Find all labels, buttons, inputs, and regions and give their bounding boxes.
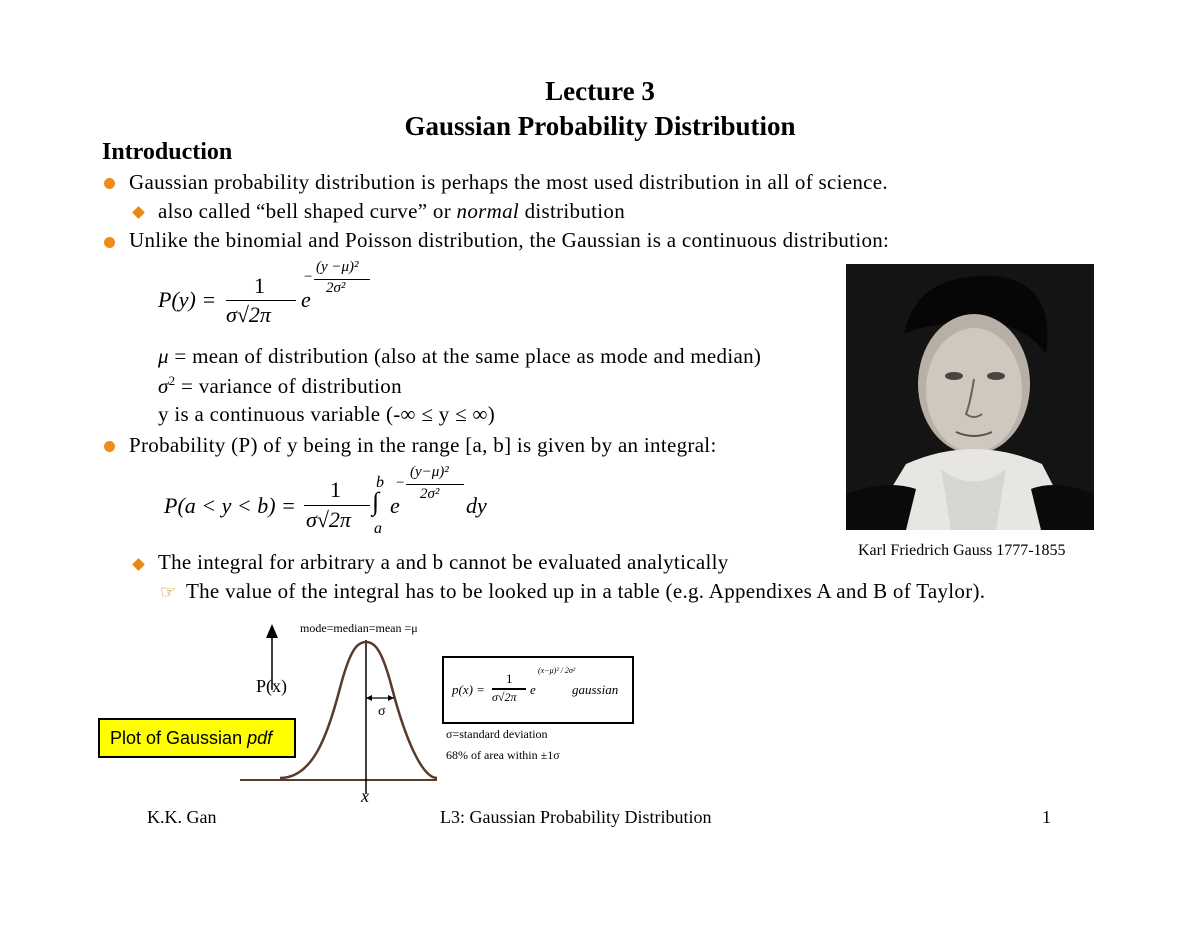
lower-limit: a [374,520,382,537]
exponent-denominator: 2σ² [326,280,346,296]
mode-median-mean-label: mode=median=mean =μ [300,621,418,635]
upper-limit: b [376,474,384,491]
diamond-bullet-icon [132,558,145,571]
box-numerator: 1 [506,671,513,686]
exponent-minus: − [304,269,313,285]
y-axis-label: P(x) [256,676,287,696]
formula-numerator: 1 [254,273,265,298]
plot-caption-tag: Plot of Gaussian pdf [98,718,296,758]
sub-sub-bullet-text: The value of the integral has to be looked up in a table (e.g. Appendixes A and B of Taylor). [186,579,986,603]
footer-title: L3: Gaussian Probability Distribution [440,807,712,827]
page-number: 1 [1042,807,1051,827]
bell-curve [280,642,437,778]
formula-lhs: P(y) = [158,287,217,312]
formula-base: e [301,287,311,312]
integral-numerator: 1 [330,477,341,502]
gaussian-formula [158,256,398,334]
definition-mu: μ = mean of distribution (also at the same place as mode and median) [158,344,762,368]
portrait-image [846,264,1094,530]
diamond-bullet-icon [132,206,145,219]
bullet-dot-icon [104,441,115,452]
box-lhs: p(x) = [452,682,485,697]
box-gaussian-word: gaussian [572,682,619,697]
arrow-head-icon [266,624,278,638]
exponent-minus: − [396,475,405,491]
sub-bullet-text: The integral for arbitrary a and b cannot be evaluated analytically [158,550,729,574]
bullet-dot-icon [104,237,115,248]
section-heading: Introduction [102,139,233,165]
box-exponent: (x−μ)² / 2σ² [538,666,576,675]
gauss-portrait [846,264,1094,530]
integral-denominator: σ√2π [306,507,351,532]
sub-bullet-text: also called “bell shaped curve” or normal distribution [158,199,626,223]
area-note: 68% of area within ±1σ [446,748,560,762]
bullet-text: Probability (P) of y being in the range [a, b] is given by an integral: [129,433,717,457]
fraction-line [226,300,296,301]
exponent-denominator: 2σ² [420,486,440,502]
sigma-label: σ [378,704,386,719]
std-dev-note: σ=standard deviation [446,727,548,741]
footer-author: K.K. Gan [147,807,217,827]
pdf-formula-box [442,656,634,724]
x-axis-label: x [361,786,369,806]
formula-denominator: σ√2π [226,302,271,327]
lecture-number: Lecture 3 [545,76,655,106]
box-denominator: σ√2π [492,690,517,704]
bullet-dot-icon [104,178,115,189]
box-base: e [530,682,536,697]
integral-formula [164,461,504,541]
fraction-line [304,505,370,506]
definition-y: y is a continuous variable (-∞ ≤ y ≤ ∞) [158,402,496,426]
integral-base: e [390,493,400,518]
pointing-hand-icon: ☞ [160,582,177,602]
definition-sigma: $\sigma^2$ = variance of distribution [158,373,402,398]
exponent-numerator: (y −μ)² [316,259,359,275]
bullet-text: Gaussian probability distribution is perhaps the most used distribution in all of science. [129,170,888,194]
exponent-line [406,484,464,485]
differential: dy [466,493,487,518]
bullet-text: Unlike the binomial and Poisson distribution, the Gaussian is a continuous distribution: [129,228,890,252]
integral-lhs: P(a < y < b) = [164,493,296,518]
portrait-caption: Karl Friedrich Gauss 1777-1855 [858,542,1066,559]
exponent-numerator: (y−μ)² [410,464,449,480]
integral-sign: ∫ [372,487,380,516]
page-title: Gaussian Probability Distribution [404,111,796,141]
gaussian-plot [232,618,452,808]
